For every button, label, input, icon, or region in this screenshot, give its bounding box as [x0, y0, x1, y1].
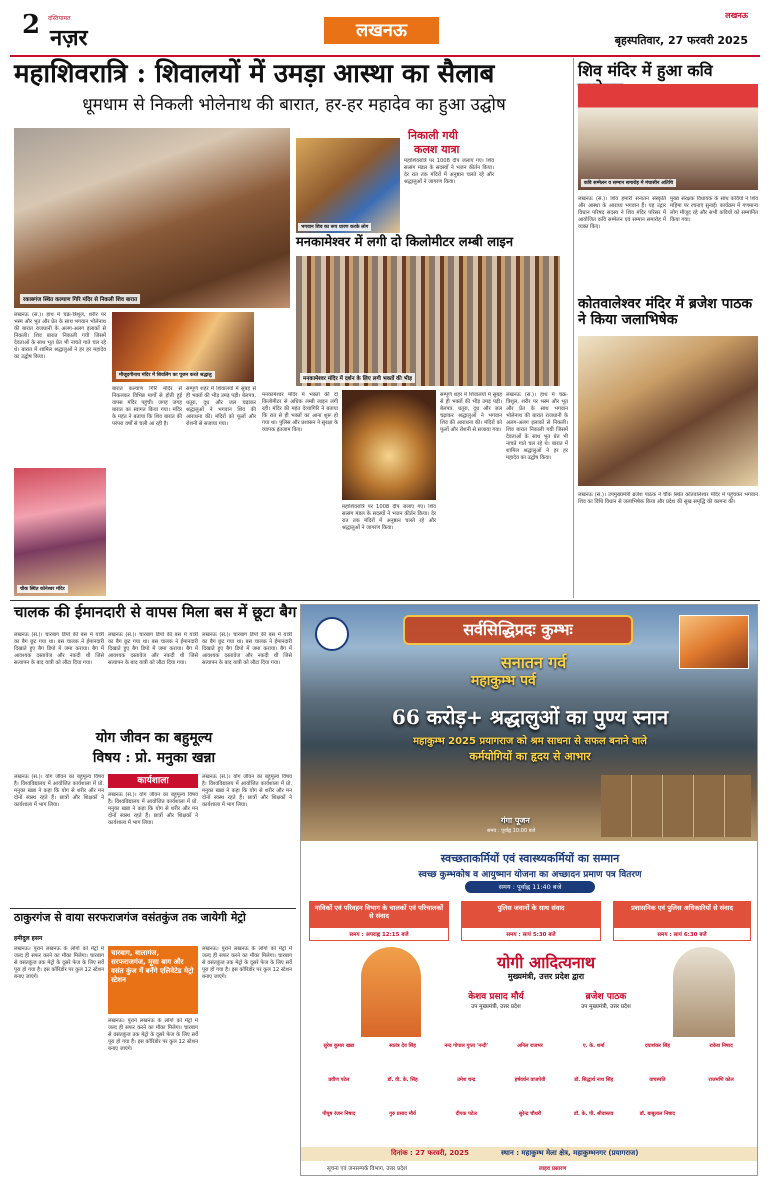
- minister-name: ए. के. शर्मा: [582, 1043, 605, 1049]
- shiv-baraat-photo: [14, 128, 290, 308]
- up-seal-icon: [315, 617, 349, 651]
- temple-photo: [342, 390, 436, 500]
- minister-name: अनिल राजभर: [517, 1043, 543, 1049]
- minister-name: वाचस्पति: [649, 1077, 666, 1083]
- bag-body-3: लखनऊ (सं.)। चारबाग डिपो की बस में यात्री का बैग छूट गया था। बस चालक ने ईमानदारी दिखाते हुए बैग डिपो में जमा कराया। बैग में आवश्यक दस्तावेज और नकदी थी जिसे सत्यापन के बाद यात्री को लौटा दिया गया।: [202, 632, 292, 666]
- minister-name: स्वतंत्र देव सिंह: [389, 1043, 416, 1049]
- ad-big-line: 66 करोड़+ श्रद्धालुओं का पुण्य स्नान: [391, 705, 669, 729]
- event-box-drivers: [309, 901, 449, 941]
- queue-headline: मनकामेश्वर में लगी दो किलोमीटर लम्बी लाइन: [296, 235, 514, 250]
- ad-footer-place: स्थान : महाकुम्भ मेला क्षेत्र, महाकुम्भनगर (प्रयागराज): [501, 1149, 639, 1157]
- event-box-time: समय : सायं 6:30 बजे: [657, 932, 707, 938]
- honour-subtitle: स्वच्छ कुम्भकोष व आयुष्मान योजना का अच्छादन प्रमाण पत्र वितरण: [418, 870, 642, 880]
- lead-body-6: सम्पूर्ण शहर में शिवालयों में सुबह से ही भक्तों की भीड़ उमड़ पड़ी। बेलपत्र, धतूरा, दूध और जल चढ़ाकर श्रद्धालुओं ने भगवान शिव की आराधना की। मंदिरों को फूलों और रोशनी से सजाया गया।: [440, 392, 502, 433]
- minister-name: गुरु प्रसाद मौर्य: [389, 1111, 416, 1117]
- ad-title: सर्वसिद्धिप्रदः कुम्भः: [403, 615, 633, 645]
- cm-portrait: [361, 947, 421, 1037]
- ad-footer-date: दिनांक : 27 फरवरी, 2025: [391, 1149, 469, 1157]
- masthead-rule: [10, 55, 760, 57]
- metro-body-2: लखनऊ। पुराने लखनऊ के लोगों को मेट्रो में जल्द ही सफर करने का मौका मिलेगा। चारबाग से वसंतकुंज तक मेट्रो के दूसरे फेज के लिए सर्वे पूरा हो गया है। इस कॉरिडोर पर कुल 12 स्टेशन बनाए जाएंगे।: [108, 1018, 198, 1052]
- yoga-headline: योग जीवन का बहुमूल्य: [95, 730, 213, 746]
- queue-photo: [296, 256, 560, 386]
- bag-body-1: लखनऊ (सं.)। चारबाग डिपो की बस में यात्री का बैग छूट गया था। बस चालक ने ईमानदारी दिखाते हुए बैग डिपो में जमा कराया। बैग में आवश्यक दस्तावेज और नकदी थी जिसे सत्यापन के बाद यात्री को लौटा दिया गया।: [14, 632, 104, 666]
- metro-body-3: लखनऊ। पुराने लखनऊ के लोगों को मेट्रो में जल्द ही सफर करने का मौका मिलेगा। चारबाग से वसंतकुंज तक मेट्रो के दूसरे फेज के लिए सर्वे पूरा हो गया है। इस कॉरिडोर पर कुल 12 स्टेशन बनाए जाएंगे।: [202, 946, 292, 980]
- yoga-body-2: लखनऊ (सं.)। योग जीवन का बहुमूल्य विषय है। विश्वविद्यालय में आयोजित कार्यशाला में प्रो. मनुका खन्ना ने कहा कि योग से शरीर और मन दोनों स्वस्थ रहते हैं। छात्रों और शिक्षकों ने कार्यशाला में भाग लिया।: [108, 792, 198, 826]
- event-box-time: समय : सायं 5:30 बजे: [506, 932, 556, 938]
- metro-body-1: लखनऊ। पुराने लखनऊ के लोगों को मेट्रो में जल्द ही सफर करने का मौका मिलेगा। चारबाग से वसंतकुंज तक मेट्रो के दूसरे फेज के लिए सर्वे पूरा हो गया है। इस कॉरिडोर पर कुल 12 स्टेशन बनाए जाएंगे।: [14, 946, 104, 980]
- photo-caption: रकाबगंज स्थित कल्याण गिरि मंदिर से निकली शिव बारात: [20, 294, 140, 304]
- lead-body-7: लखनऊ (सं.)। हाथ में चक्र-त्रिशूल, शरीर पर भस्म और भूत और प्रेत के साथ भगवान भोलेनाथ की बारात राजधानी के अलग-अलग इलाकों से निकली। शिव बारात निकाली गयी जिसमें देवताओं के साथ भूत प्रेत भी नाचते गाते चल रहे थे। बारात में शामिल श्रद्धालुओं ने हर हर महादेव का उद्घोष किया।: [506, 392, 568, 461]
- pm-portrait: [673, 947, 735, 1037]
- photo-caption: चौक स्थित कोनेश्वर मंदिर: [17, 585, 68, 593]
- minister-name: दीपक पटेल: [455, 1111, 477, 1117]
- kavi-body-1: लखनऊ (सं.)। शिव हमारी सनातन संस्कृति और आस्था के आराध्य भगवान हैं। यह उद्गार विधान परिषद सदस्य ने शिव मंदिर परिसर में आयोजित कवि सम्मेलन एवं सम्मान समारोह में व्यक्त किए।: [578, 196, 666, 230]
- brand-top: दस्तियामत: [48, 15, 71, 22]
- event-box-title: नाविकों एवं परिवहन विभाग के चालकों एवं परिचालकों से संवाद: [310, 902, 448, 928]
- photo-caption: भगवान शिव का रूप धारण करके लोग: [298, 223, 371, 231]
- dep1-title: उप मुख्यमंत्री, उत्तर प्रदेश: [471, 1004, 521, 1010]
- masthead: [0, 0, 770, 58]
- column-divider: [573, 58, 574, 598]
- section-banner: लखनऊ: [324, 17, 439, 44]
- minister-name: दयाशंकर सिंह: [644, 1043, 671, 1049]
- event-box-officers: [613, 901, 751, 941]
- honour-time: समय : पूर्वाह्न 11:40 बजे: [465, 881, 595, 893]
- workshop-label: कार्यशाला: [108, 774, 198, 788]
- cm-title: मुख्यमंत्री, उत्तर प्रदेश द्वारा: [507, 972, 585, 981]
- kotwaleshwar-photo: [578, 336, 758, 486]
- kalash-title-2: कलश यात्रा: [414, 143, 460, 156]
- kavi-body-2: मुख्य संरक्षक विधायक के साथ कवियों ने शिव महिमा पर रचनाएं सुनाईं। कार्यक्रम में गणमान्य लोग मौजूद रहे और सभी कवियों को सम्मानित किया गया।: [670, 196, 758, 223]
- photo-caption: कवि सम्मेलन व सम्मान समारोह में मंचासीन अतिथि: [581, 179, 676, 187]
- lead-body-4: मनकामेश्वर मंदिर में भक्तों की दो किलोमीटर से अधिक लम्बी लाइन लगी रही। मंदिर की महंत देव्यागिरि ने बताया कि रात से ही भक्तों का आना शुरू हो गया था। पुलिस और प्रशासन ने सुरक्षा के व्यापक इंतजाम किए।: [262, 392, 338, 433]
- metro-byline: हमीदुल हसन: [14, 935, 43, 942]
- bag-body-2: लखनऊ (सं.)। चारबाग डिपो की बस में यात्री का बैग छूट गया था। बस चालक ने ईमानदारी दिखाते हुए बैग डिपो में जमा कराया। बैग में आवश्यक दस्तावेज और नकदी थी जिसे सत्यापन के बाद यात्री को लौटा दिया गया।: [108, 632, 198, 666]
- kavi-photo: [578, 84, 758, 190]
- minister-name: डॉ. सिद्धार्थ नाथ सिंह: [574, 1077, 614, 1083]
- minister-name: पीयूष रंजन निषाद: [322, 1111, 356, 1117]
- minister-name: राकेश निषाद: [709, 1043, 733, 1049]
- event-box-police: [461, 901, 601, 941]
- bag-headline: चालक की ईमानदारी से वापस मिला बस में छूटा बैग: [14, 603, 297, 621]
- honour-title: स्वच्छताकर्मियों एवं स्वास्थ्यकर्मियों का सम्मान: [440, 852, 620, 865]
- ad-line-1: महाकुम्भ 2025 प्रयागराज को श्रम साधना से सफल बनाने वाले: [413, 736, 647, 747]
- metro-headline: ठाकुरगंज से वाया सरफराजगंज वसंतकुंज तक जायेगी मेट्रो: [14, 911, 246, 924]
- minister-name: डॉ. बाबूलाल निषाद: [639, 1111, 676, 1117]
- ad-tagline-2: महाकुम्भ पर्व: [471, 673, 536, 689]
- dep2-title: उप मुख्यमंत्री, उत्तर प्रदेश: [581, 1004, 631, 1010]
- kavi-headline: शिव मंदिर में हुआ कवि: [578, 61, 713, 80]
- minister-name: सुरेन्द्र चौधरी: [518, 1111, 542, 1117]
- dateline: बृहस्पतिवार, 27 फरवरी 2025: [614, 34, 748, 47]
- section-rule: [10, 908, 296, 909]
- ad-gallery: [601, 775, 751, 837]
- ganga-pujan-time: समय : पूर्वाह्न 10:00 बजे: [487, 828, 536, 834]
- minister-name: डॉ. के. पी. श्रीवास्तव: [574, 1111, 614, 1117]
- metro-box: चारबाग, बालागंज, सरफराजगंज, मूसा बाग और वसंत कुंज में बनेंगे एलिवेटेड मेट्रो स्टेशन: [108, 946, 198, 1014]
- event-box-time: समय : अपराह्न 12:15 बजे: [349, 932, 409, 938]
- lead-body-5: महाशिवरात्रि पर 1008 दीप जलाए गए। शिव सत्संग मंडल के सदस्यों ने भजन कीर्तन किया। देर रात तक मंदिरों में अनुष्ठान चलते रहे और श्रद्धालुओं ने जागरण किया।: [342, 504, 436, 531]
- ministers-grid: [307, 1041, 753, 1143]
- minister-name: प्रवीण पटेल: [328, 1077, 350, 1083]
- ad-line-2: कर्मयोगियों का हृदय से आभार: [469, 750, 591, 763]
- kalash-text: महाशिवरात्रि पर 1008 दीप जलाए गए। शिव सत्संग मंडल के सदस्यों ने भजन कीर्तन किया। देर रात तक मंदिरों में अनुष्ठान चलते रहे और श्रद्धालुओं ने जागरण किया।: [404, 158, 494, 185]
- ad-footer: [301, 1147, 758, 1161]
- ad-issuer: सूचना एवं जनसम्पर्क विभाग, उत्तर प्रदेश: [327, 1166, 407, 1172]
- minister-name: उमेश चन्द्र: [457, 1077, 476, 1083]
- minister-name: सुरेश कुमार खन्ना: [323, 1043, 355, 1049]
- shivling-photo: [112, 312, 254, 382]
- ad-live: लाइव प्रसारण: [539, 1166, 567, 1172]
- lead-body-1: लखनऊ (सं.)। हाथ में चक्र-त्रिशूल, शरीर पर भस्म और भूत और प्रेत के साथ भगवान भोलेनाथ की बारात राजधानी के अलग-अलग इलाकों से निकली। शिव बारात निकाली गयी जिसमें देवताओं के साथ भूत प्रेत भी नाचते गाते चल रहे थे। बारात में शामिल श्रद्धालुओं ने हर हर महादेव का उद्घोष किया।: [14, 312, 106, 360]
- brand-logo: नज़र: [50, 25, 88, 51]
- lead-headline: महाशिवरात्रि : शिवालयों में उमड़ा आस्था का सैलाब: [14, 59, 495, 89]
- dep1-name: केशव प्रसाद मौर्य: [468, 992, 524, 1002]
- section-rule: [10, 600, 760, 601]
- photo-caption: मनकामेश्वर मंदिर में दर्शन के लिए लगी भक्तों की भीड़: [300, 373, 415, 383]
- ad-inset-photo: [679, 615, 749, 669]
- minister-name: डॉ. वी. के. सिंह: [387, 1077, 418, 1083]
- kotwaleshwar-headline: कोतवालेश्वर मंदिर में ब्रजेश पाठक ने किया जलाभिषेक: [578, 296, 753, 329]
- cm-name: योगी आदित्यनाथ: [496, 953, 596, 972]
- dep2-name: ब्रजेश पाठक: [585, 992, 627, 1002]
- yoga-body-1: लखनऊ (सं.)। योग जीवन का बहुमूल्य विषय है। विश्वविद्यालय में आयोजित कार्यशाला में प्रो. मनुका खन्ना ने कहा कि योग से शरीर और मन दोनों स्वस्थ रहते हैं। छात्रों और शिक्षकों ने कार्यशाला में भाग लिया।: [14, 774, 104, 808]
- kalash-box: [296, 128, 496, 233]
- kalash-title-1: निकाली गयी: [408, 129, 458, 142]
- lead-subhead: धूमधाम से निकली भोलेनाथ की बारात, हर-हर महादेव का हुआ उद्घोष: [82, 95, 506, 115]
- lead-body-3: सम्पूर्ण शहर में शिवालयों में सुबह से ही भक्तों की भीड़ उमड़ पड़ी। बेलपत्र, धतूरा, दूध और जल चढ़ाकर श्रद्धालुओं ने भगवान शिव की आराधना की। मंदिरों को फूलों और रोशनी से सजाया गया।: [186, 386, 256, 427]
- ad-tagline-1: सनातन गर्व: [501, 653, 567, 672]
- ganga-pujan-label: गंगा पूजन: [501, 816, 530, 825]
- event-box-title: पुलिस जवानों के साथ संवाद: [462, 902, 600, 928]
- minister-name: हर्षवर्धन वाजपेयी: [514, 1077, 546, 1083]
- kumbh-advertisement: [300, 604, 758, 1176]
- lead-body-2: बारात कल्याण गिरि मंदिर से निकलकर विभिन्न मार्गों से होती हुई वापस मंदिर पहुंची। जगह जगह बारात का स्वागत किया गया। मंदिर के महंत ने बताया कि शिव बारात की परंपरा वर्षों से चली आ रही है।: [112, 386, 182, 427]
- event-box-title: प्रशासनिक एवं पुलिस अधिकारियों से संवाद: [614, 902, 750, 928]
- minister-name: राजमणि कोल: [708, 1077, 734, 1083]
- photo-caption: मौजूदगीनाथ मंदिर में शिवलिंग का पूजन करते श्रद्धालु: [116, 371, 215, 379]
- koneshwar-photo: [14, 468, 106, 596]
- minister-name: नन्द गोपाल गुप्ता 'नन्दी': [444, 1043, 489, 1049]
- city-label: लखनऊ: [725, 11, 748, 20]
- kalash-photo: [296, 138, 400, 233]
- yoga-body-3: लखनऊ (सं.)। योग जीवन का बहुमूल्य विषय है। विश्वविद्यालय में आयोजित कार्यशाला में प्रो. मनुका खन्ना ने कहा कि योग से शरीर और मन दोनों स्वस्थ रहते हैं। छात्रों और शिक्षकों ने कार्यशाला में भाग लिया।: [202, 774, 292, 808]
- page-number: 2: [22, 10, 41, 40]
- kotwaleshwar-body: लखनऊ (सं.)। उपमुख्यमंत्री ब्रजेश पाठक ने चौक स्थित कोतवालेश्वर मंदिर में पहुंचकर भगवान शिव का विधि विधान से जलाभिषेक किया और प्रदेश की सुख समृद्धि की कामना की।: [578, 492, 758, 505]
- yoga-subhead: विषय : प्रो. मनुका खन्ना: [92, 750, 216, 766]
